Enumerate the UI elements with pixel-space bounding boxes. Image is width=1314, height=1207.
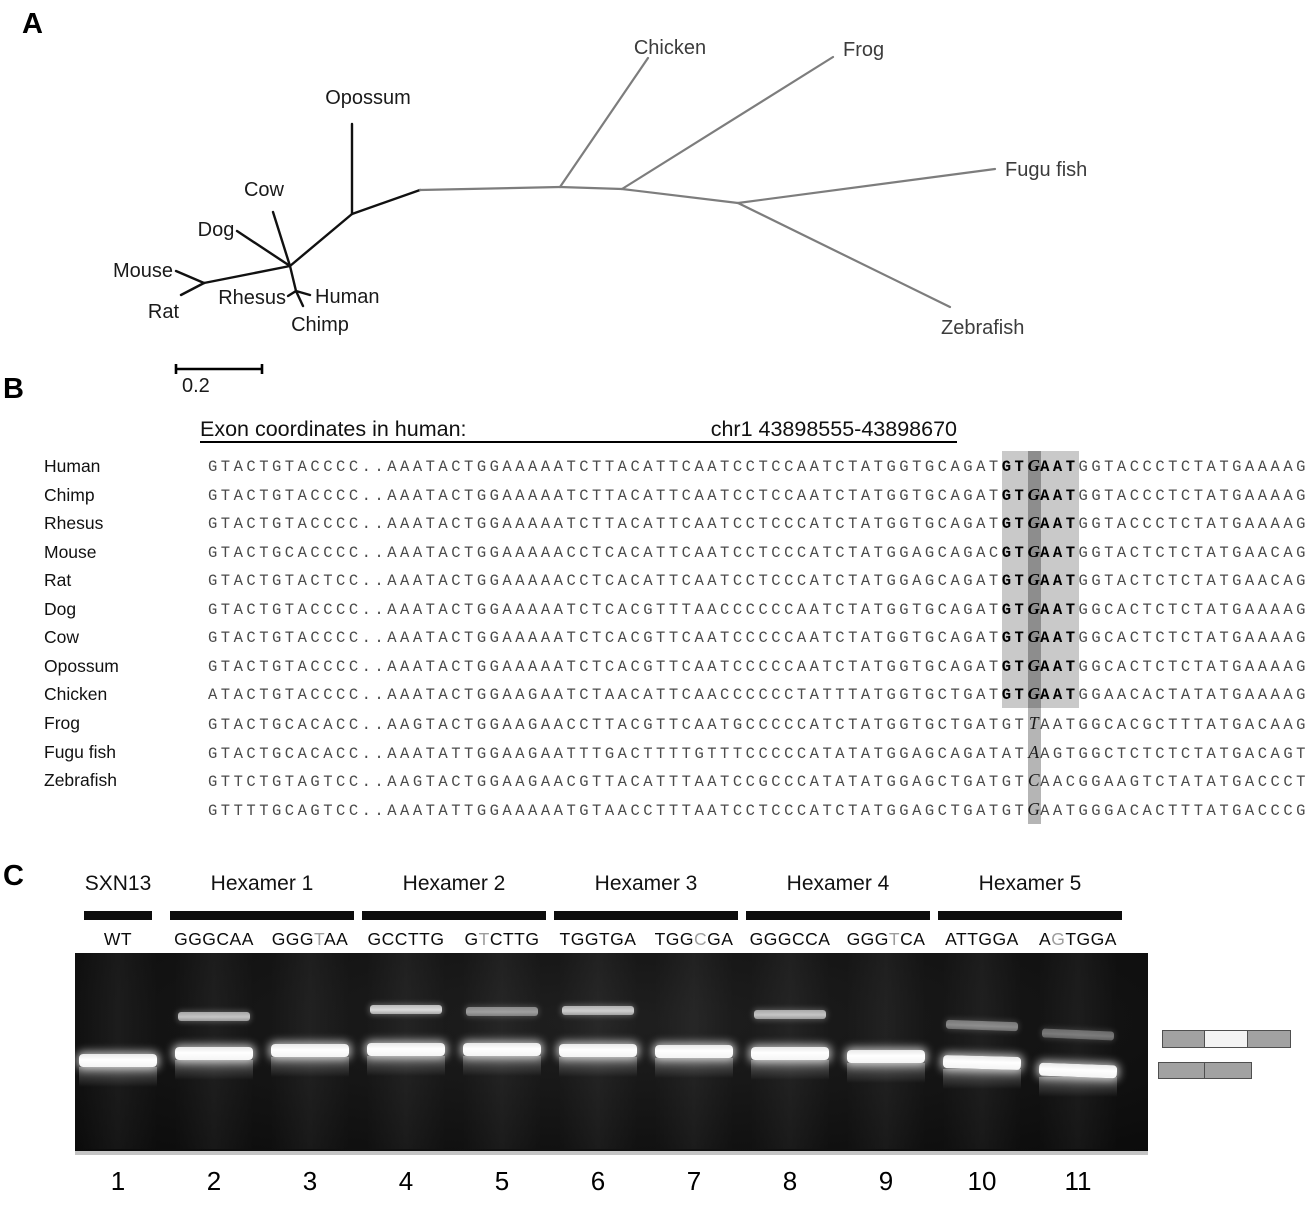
sequence-text: GTACTGTACCCC..AAATACTGGAAAAATCTTACATTCAATCCTCCCATCTATGGTGCAGATGTGAATGGTACCCTCTATGAAAAG — [208, 509, 1309, 539]
skipping-band-lane1 — [79, 1054, 157, 1067]
band-smear — [175, 1060, 253, 1080]
gel-bottom-edge — [75, 1151, 1148, 1155]
panel-a-letter: A — [22, 8, 43, 40]
alignment-row — [0, 738, 1314, 767]
alignment-header-left: Exon coordinates in human: — [200, 417, 467, 441]
band-smear — [1039, 1077, 1117, 1097]
tree-label-human: Human — [315, 286, 380, 308]
alignment-row — [0, 481, 1314, 510]
alignment-row — [0, 595, 1314, 624]
panel-c-letter: C — [3, 860, 24, 892]
sequence-text: GTTCTGTAGTCC..AAGTACTGGAAGAACGTTACATTTAATCCGCCCATATATGGAGCTGATGTCAACGGAAGTCTATATGACCCT — [208, 766, 1309, 797]
sequence-text: GTTTTGCAGTCC..AAATATTGGAAAAATGTAACCTTTAATCCTCCCATCTATGGAGCTGATGTGAATGGGACACTTTATGACCCG — [208, 795, 1309, 826]
species-label: Chicken — [44, 684, 108, 705]
exon-inclusion-schematic — [1162, 1030, 1291, 1048]
exon-box-gray — [1248, 1030, 1291, 1048]
gel-lane — [942, 953, 1022, 1149]
tree-label-opossum: Opossum — [325, 87, 411, 109]
plus3-nucleotide: G — [1027, 598, 1040, 618]
plus3-nucleotide: G — [1027, 484, 1040, 504]
skipping-band-lane11 — [1039, 1063, 1117, 1079]
gel-group-title-hexamer5: Hexamer 5 — [978, 872, 1082, 895]
lane-number-4: 4 — [398, 1166, 414, 1196]
plus3-nucleotide: G — [1027, 798, 1041, 819]
lane-number-7: 7 — [686, 1166, 702, 1196]
lane-label-2: GGGCAA — [174, 929, 254, 949]
band-smear — [463, 1056, 541, 1076]
tree-label-chicken: Chicken — [633, 37, 707, 59]
skipping-band-lane7 — [655, 1045, 733, 1058]
lane-label-1: WT — [103, 929, 133, 949]
tree-label-mouse: Mouse — [112, 260, 173, 282]
plus3-nucleotide: G — [1027, 513, 1040, 533]
sequence-text: GTACTGTACCCC..AAATACTGGAAAAATCTCACGTTCAATCCCCCAATCTATGGTGCAGATGTGAATGGCACTCTCTATGAAAAG — [208, 652, 1309, 682]
species-label: Opossum — [44, 655, 119, 676]
alignment-row — [0, 680, 1314, 709]
phylogenetic-tree — [0, 0, 1120, 410]
tree-label-rhesus: Rhesus — [218, 287, 286, 309]
lane-label-3: GGGTAA — [271, 929, 349, 949]
alignment-row — [0, 709, 1314, 738]
tree-label-frog: Frog — [843, 39, 885, 61]
exon-box-gray — [1162, 1030, 1205, 1048]
band-smear — [847, 1063, 925, 1083]
plus3-nucleotide: G — [1027, 456, 1040, 475]
band-smear — [943, 1069, 1021, 1089]
species-label: Cow — [44, 627, 80, 648]
lane-number-10: 10 — [967, 1166, 997, 1196]
lane-label-10: ATTGGA — [945, 929, 1019, 949]
gel-group-bar-hexamer2 — [362, 911, 546, 920]
skipping-band-lane8 — [751, 1047, 829, 1060]
skipping-band-lane9 — [847, 1050, 925, 1063]
inclusion-band-lane5 — [466, 1007, 538, 1016]
sequence-text: GTACTGTACCCC..AAATACTGGAAAAATCTCACGTTCAATCCCCCAATCTATGGTGCAGATGTGAATGGCACTCTCTATGAAAAG — [208, 623, 1309, 653]
plus3-nucleotide: T — [1028, 712, 1039, 733]
plus3-nucleotide: C — [1027, 770, 1040, 791]
exon-skipping-schematic — [1158, 1062, 1252, 1079]
tree-label-fugu: Fugu fish — [1005, 159, 1088, 181]
sequence-text: GTACTGTACCCC..AAATACTGGAAAAATCTCACGTTTAACCCCCCAATCTATGGTGCAGATGTGAATGGCACTCTCTATGAAAAG — [208, 595, 1309, 625]
tree-label-chimp: Chimp — [291, 314, 349, 336]
tree-label-zebrafish: Zebrafish — [941, 317, 1025, 339]
tree-label-cow: Cow — [243, 179, 285, 201]
tree-black-branches — [176, 124, 420, 306]
skipping-band-lane5 — [463, 1043, 541, 1056]
gel-lane — [1038, 953, 1118, 1149]
tree-gray-branches — [420, 57, 995, 307]
alignment-row — [0, 766, 1314, 795]
sequence-text: GTACTGCACACC..AAATATTGGAAGAATTTGACTTTTGTTTCCCCCATATATGGAGCAGATATAAGTGGCTCTCTCTATGACAGT — [208, 738, 1309, 769]
gel-group-bar-hexamer5 — [938, 911, 1122, 920]
exon-box-gray — [1158, 1062, 1205, 1079]
inclusion-band-lane6 — [562, 1006, 634, 1015]
lane-number-8: 8 — [782, 1166, 798, 1196]
gel-group-title-hexamer1: Hexamer 1 — [210, 872, 314, 895]
band-smear — [271, 1057, 349, 1077]
gel-group-title-hexamer2: Hexamer 2 — [402, 872, 506, 895]
band-smear — [655, 1058, 733, 1078]
band-smear — [79, 1067, 157, 1087]
alignment-row — [0, 795, 1314, 824]
band-smear — [559, 1057, 637, 1077]
skipping-band-lane2 — [175, 1047, 253, 1060]
alignment-header-right: chr1 43898555-43898670 — [710, 417, 957, 441]
tree-scale-bar — [176, 364, 262, 374]
gel-group-bar-hexamer1 — [170, 911, 354, 920]
inclusion-band-lane4 — [370, 1005, 442, 1014]
gel-group-title-hexamer4: Hexamer 4 — [786, 872, 890, 895]
sequence-text: GTACTGCACACC..AAGTACTGGAAGAACCTTACGTTCAATGCCCCCATCTATGGTGCTGATGTTAATGGCACGCTTTATGACAAG — [208, 709, 1309, 740]
inclusion-band-lane8 — [754, 1010, 826, 1019]
lane-number-1: 1 — [110, 1166, 126, 1196]
sequence-text: ATACTGTACCCC..AAATACTGGAAGAATCTAACATTCAACCCCCCTATTTATGGTGCTGATGTGAATGGAACACTATATGAAAAG — [208, 680, 1309, 710]
gel-lane — [78, 953, 158, 1149]
gel-group-bar-sxn13 — [84, 911, 152, 920]
lane-label-7: TGGCGA — [654, 929, 734, 949]
lane-label-8: GGGCCA — [749, 929, 831, 949]
species-label: Chimp — [44, 484, 95, 505]
lane-number-9: 9 — [878, 1166, 894, 1196]
sequence-text: GTACTGCACCCC..AAATACTGGAAAAACCTCACATTCAATCCTCCCATCTATGGAGCAGACGTGAATGGTACTCTCTATGAACAG — [208, 538, 1309, 568]
sequence-text: GTACTGTACCCC..AAATACTGGAAAAATCTTACATTCAATCCTCCAATCTATGGTGCAGATGTGAATGGTACCCTCTATGAAAAG — [208, 452, 1309, 482]
plus3-nucleotide: G — [1027, 570, 1040, 590]
tree-label-rat: Rat — [147, 301, 179, 323]
exon-box-gray — [1205, 1062, 1252, 1079]
skipping-band-lane10 — [943, 1055, 1021, 1070]
lane-number-3: 3 — [302, 1166, 318, 1196]
alignment-row — [0, 652, 1314, 681]
species-label: Rhesus — [44, 513, 104, 534]
species-label: Zebrafish — [44, 770, 117, 791]
lane-number-11: 11 — [1064, 1166, 1092, 1196]
band-smear — [367, 1056, 445, 1076]
exon-box-white — [1205, 1030, 1248, 1048]
skipping-band-lane3 — [271, 1044, 349, 1057]
sequence-text: GTACTGTACCCC..AAATACTGGAAAAATCTTACATTCAATCCTCCAATCTATGGTGCAGATGTGAATGGTACCCTCTATGAAAAG — [208, 481, 1309, 511]
lane-label-6: TGGTGA — [559, 929, 637, 949]
alignment-header — [200, 417, 957, 443]
species-label: Rat — [44, 570, 72, 591]
plus3-nucleotide: G — [1027, 655, 1040, 675]
panel-b-letter: B — [3, 373, 24, 405]
species-label: Fugu fish — [44, 741, 116, 762]
plus3-nucleotide: G — [1027, 684, 1040, 704]
gel-group-bar-hexamer3 — [554, 911, 738, 920]
alignment-row — [0, 566, 1314, 595]
sequence-text: GTACTGTACTCC..AAATACTGGAAAAACCTCACATTCAATCCTCCCATCTATGGAGCAGATGTGAATGGTACTCTCTATGAACAG — [208, 566, 1309, 596]
gel-group-title-sxn13: SXN13 — [84, 872, 152, 895]
species-label: Human — [44, 456, 101, 476]
lane-label-11: AGTGGA — [1039, 929, 1117, 949]
lane-label-4: GCCTTG — [367, 929, 445, 949]
lane-number-5: 5 — [494, 1166, 510, 1196]
lane-label-5: GTCTTG — [464, 929, 540, 949]
species-label: Mouse — [44, 541, 97, 562]
gel-group-bar-hexamer4 — [746, 911, 930, 920]
lane-label-9: GGGTCA — [846, 929, 926, 949]
alignment-row — [0, 538, 1314, 567]
tree-scale-label: 0.2 — [182, 375, 210, 397]
lane-number-2: 2 — [206, 1166, 222, 1196]
tree-label-dog: Dog — [197, 219, 235, 241]
skipping-band-lane4 — [367, 1043, 445, 1056]
band-smear — [751, 1060, 829, 1080]
lane-number-6: 6 — [590, 1166, 606, 1196]
alignment-row — [0, 509, 1314, 538]
species-label: Frog — [44, 712, 80, 733]
gel-group-title-hexamer3: Hexamer 3 — [594, 872, 698, 895]
plus3-nucleotide: G — [1027, 627, 1040, 647]
plus3-nucleotide: A — [1028, 741, 1040, 762]
plus3-nucleotide: G — [1027, 541, 1040, 561]
skipping-band-lane6 — [559, 1044, 637, 1057]
alignment-row — [0, 623, 1314, 652]
inclusion-band-lane2 — [178, 1012, 250, 1021]
species-label: Dog — [44, 598, 77, 619]
alignment-row — [0, 452, 1314, 481]
